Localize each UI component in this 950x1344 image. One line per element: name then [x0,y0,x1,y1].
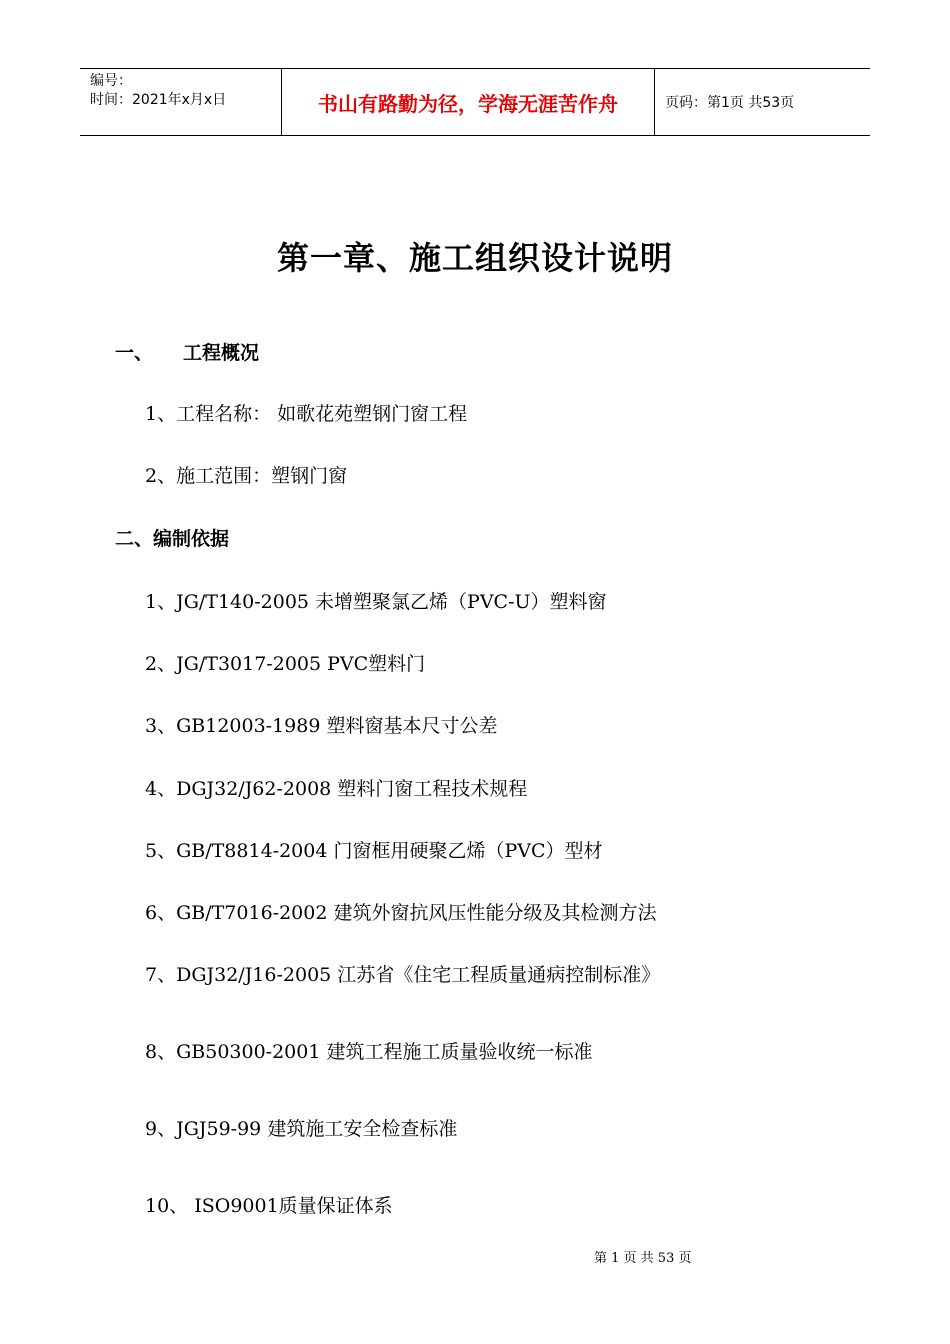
chapter-title: 第一章、施工组织设计说明 [276,239,673,277]
header-date-label: 时间：2021年x月x日 [90,92,227,108]
section-2-item-2: 2、JG/T3017-2005 PVC塑料门 [145,653,426,675]
section-2-item-6: 6、GB/T7016-2002 建筑外窗抗风压性能分级及其检测方法 [145,902,657,924]
section-2-heading: 二、编制依据 [115,528,230,550]
header-number-label: 编号： [90,73,132,89]
section-2-item-8: 8、GB50300-2001 建筑工程施工质量验收统一标准 [145,1041,593,1063]
section-1-heading [115,338,259,365]
header-motto: 书山有路勤为径，学海无涯苦作舟 [281,69,655,135]
section-1-item-1: 1、工程名称： 如歌花苑塑钢门窗工程 [145,403,468,425]
section-2-item-1: 1、JG/T140-2005 未增塑聚氯乙烯（PVC-U）塑料窗 [145,591,607,613]
header-meta [80,69,281,135]
section-1-number: 一、 [115,342,154,364]
page-header [80,68,870,136]
section-2-item-10: 10、 ISO9001质量保证体系 [145,1195,393,1217]
section-2-item-5: 5、GB/T8814-2004 门窗框用硬聚乙烯（PVC）型材 [145,840,603,862]
section-2-item-3: 3、GB12003-1989 塑料窗基本尺寸公差 [145,715,498,737]
section-2-item-9: 9、JGJ59-99 建筑施工安全检查标准 [145,1118,458,1140]
page-footer: 第 1 页 共 53 页 [594,1251,692,1266]
section-2-item-4: 4、DGJ32/J62-2008 塑料门窗工程技术规程 [145,778,528,800]
header-page-info: 页码：第1页 共53页 [665,95,795,111]
section-1-title: 工程概况 [183,342,260,364]
section-2-item-7: 7、DGJ32/J16-2005 江苏省《住宅工程质量通病控制标准》 [145,964,661,986]
section-1-item-2: 2、施工范围：塑钢门窗 [145,465,348,487]
